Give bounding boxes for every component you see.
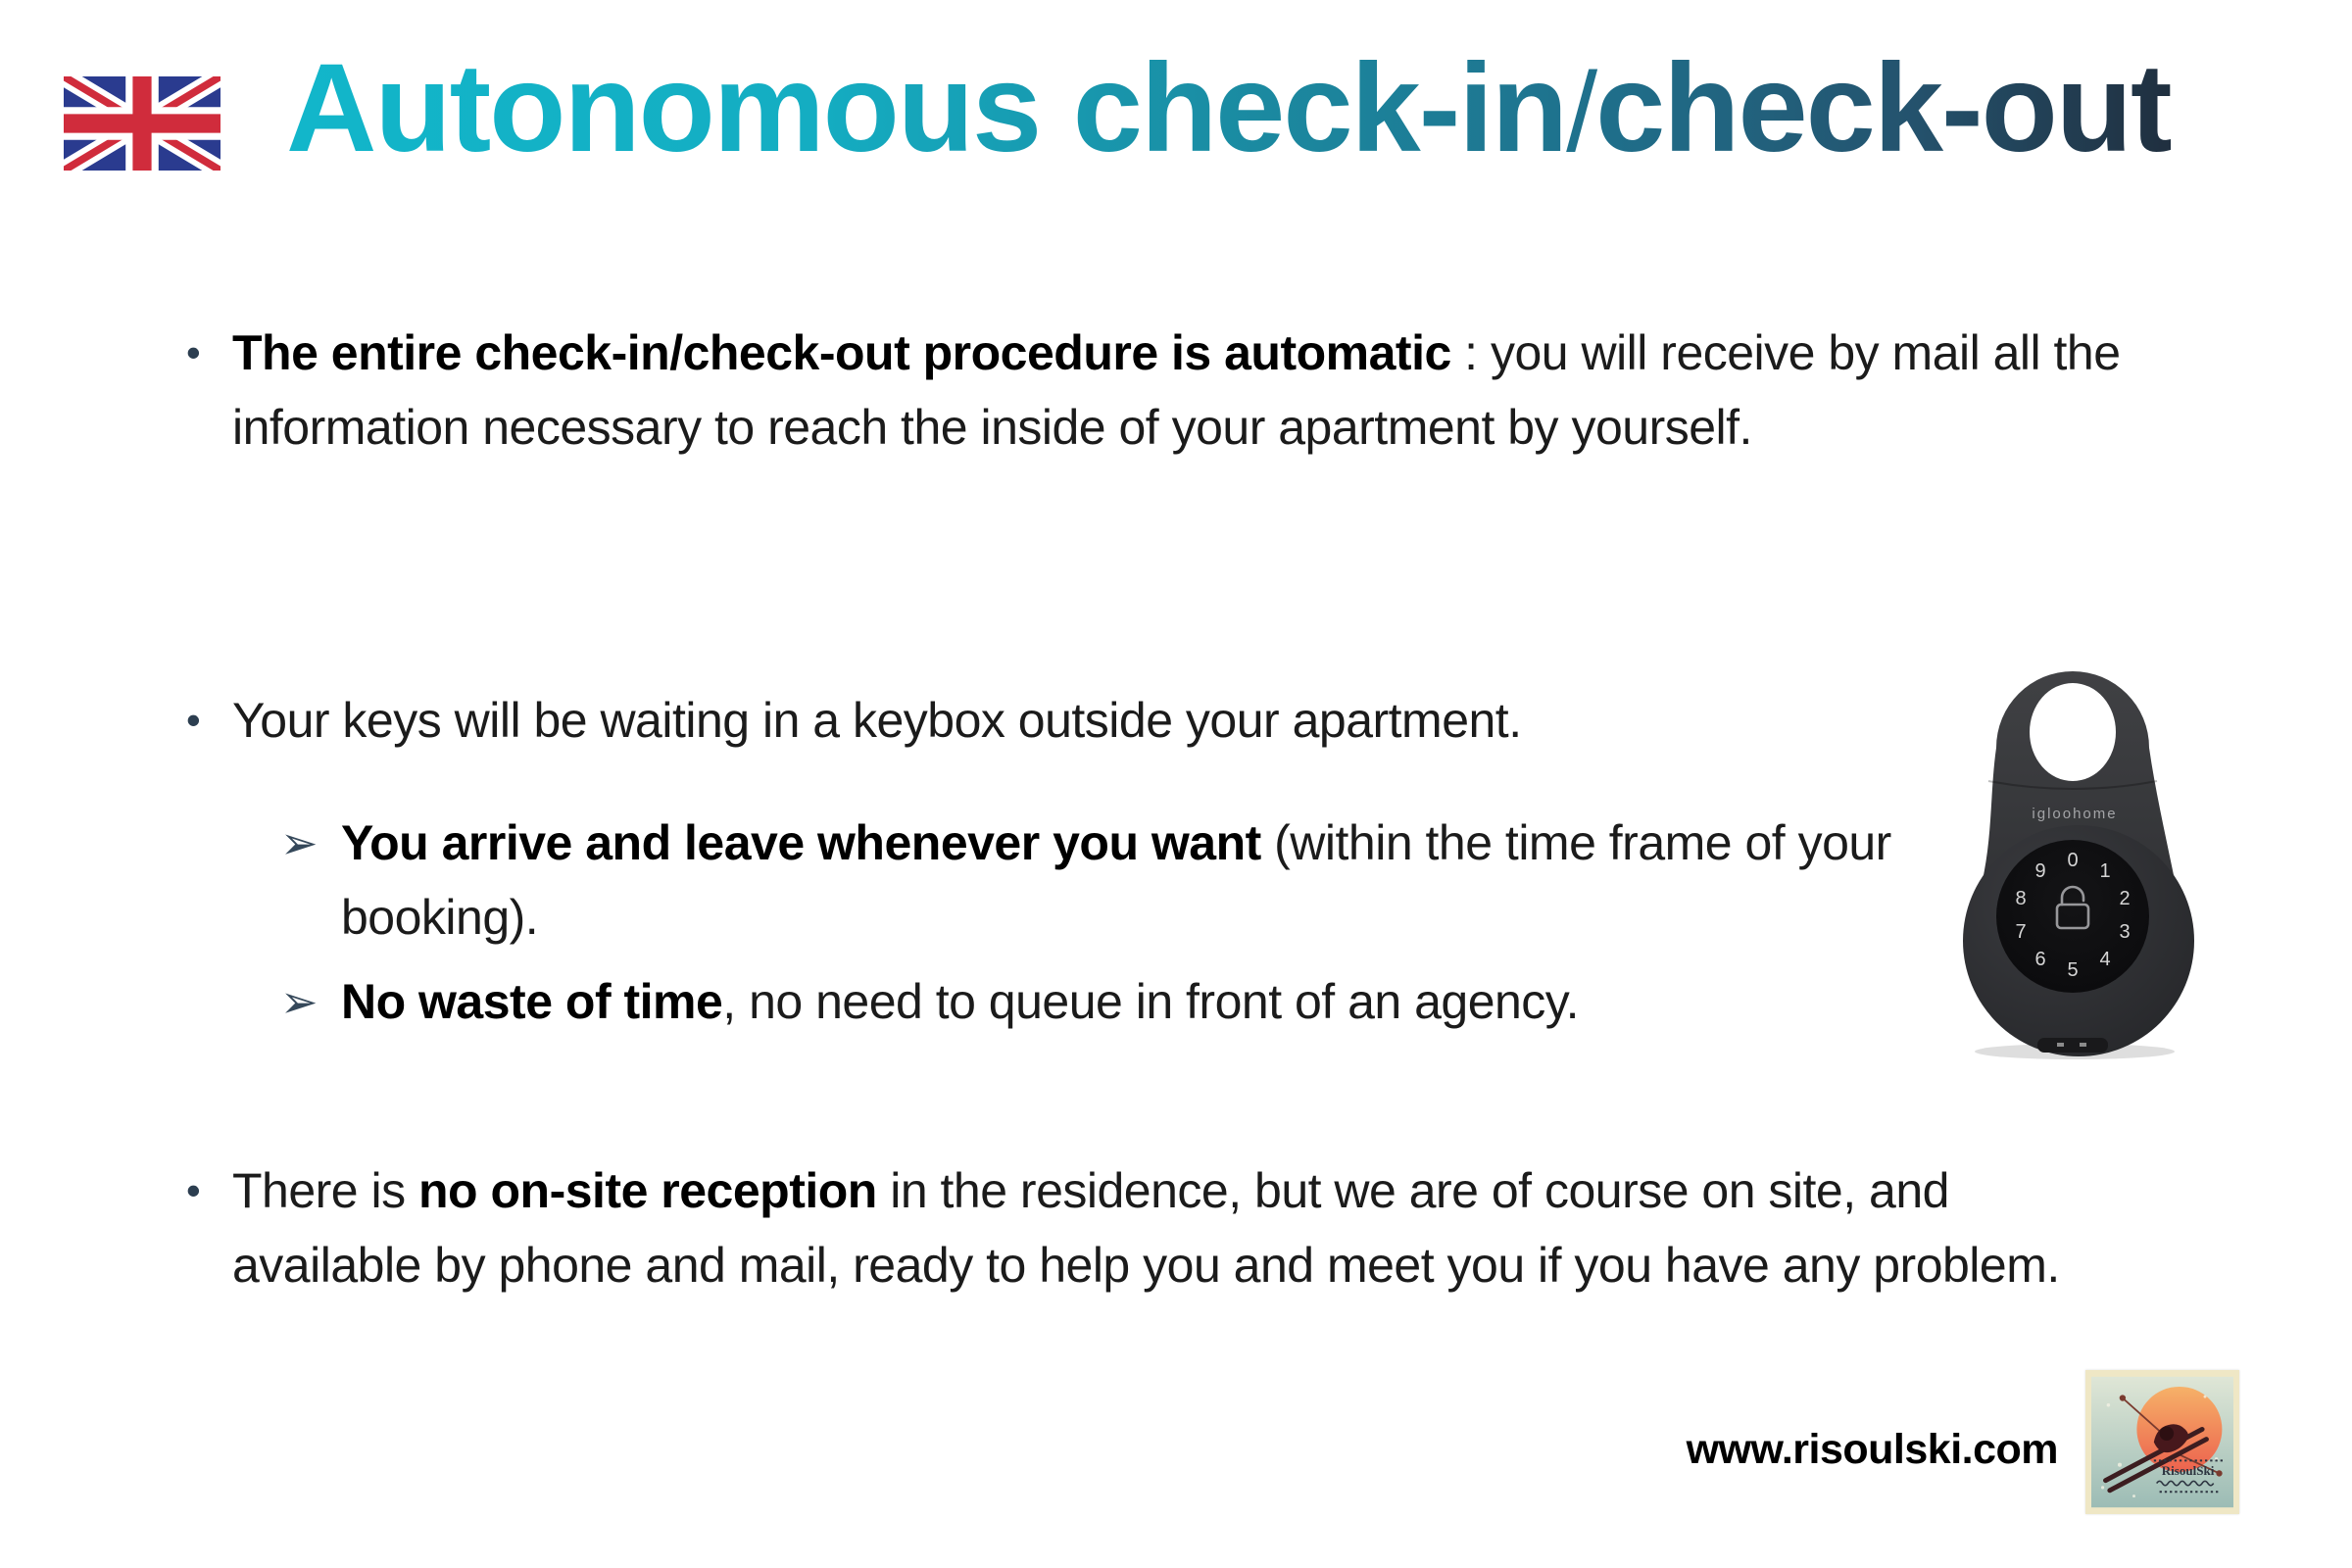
keypad-digit-2: 2 — [2119, 888, 2131, 909]
arrow-bullet-icon: ➢ — [280, 817, 318, 868]
bullet-text — [232, 1153, 2146, 1302]
logo-wordmark: RisoulSki — [2161, 1462, 2215, 1478]
sub-bullet-text — [341, 964, 1579, 1039]
bullet-keybox — [186, 683, 2146, 758]
sub-bullet-no-waste — [280, 964, 1946, 1039]
keybox-port — [2037, 1038, 2108, 1053]
website-link[interactable]: www.risoulski.com — [1686, 1426, 2058, 1473]
bullet3-rest: in the residence, but we are of course on site, and available by phone and mail, ready to help you and meet you if you have any problem. — [232, 1163, 2060, 1293]
title-slash: / — [1566, 50, 1596, 175]
risoulski-logo-art — [2091, 1376, 2233, 1508]
sub-bullet-arrive-leave — [280, 806, 1946, 955]
logo-skier-pack — [2160, 1427, 2175, 1442]
bullet-dot-icon: • — [186, 697, 201, 743]
bullet3-pre: There is — [232, 1163, 419, 1218]
keybox-image — [1963, 650, 2198, 1059]
keypad-digit-7: 7 — [2015, 921, 2027, 943]
uk-flag-svg — [64, 76, 220, 171]
bullet-dot-icon: • — [186, 1167, 201, 1213]
risoulski-logo — [2085, 1370, 2239, 1514]
bullet-text — [232, 683, 1522, 758]
keypad-digit-8: 8 — [2015, 888, 2027, 909]
bullet2-text: Your keys will be waiting in a keybox outside your apartment. — [232, 693, 1522, 748]
keypad-digit-3: 3 — [2119, 921, 2131, 943]
keypad-digit-5: 5 — [2067, 959, 2079, 981]
sub1-rest: (within the time frame of your booking). — [341, 815, 1891, 945]
arrow-bullet-icon: ➢ — [280, 976, 318, 1027]
sub-bullet-text — [341, 806, 1946, 955]
bullet1-rest: : you will receive by mail all the information necessary to reach the inside of your apartment by yourself. — [232, 325, 2121, 455]
keybox-brand-label: igloohome — [2032, 806, 2118, 822]
keypad-digit-4: 4 — [2099, 949, 2111, 970]
bullet3-bold: no on-site reception — [418, 1163, 877, 1218]
keypad-digit-1: 1 — [2099, 860, 2111, 882]
keypad-digit-9: 9 — [2034, 860, 2046, 882]
keybox-port-dot — [2057, 1043, 2064, 1047]
uk-flag-icon — [64, 76, 220, 171]
keybox-port-dot — [2080, 1043, 2086, 1047]
bullet-no-reception — [186, 1153, 2146, 1302]
keypad-digit-0: 0 — [2067, 850, 2079, 871]
keybox-shackle-hole — [2030, 683, 2116, 781]
title-part-checkout: check-out — [1595, 38, 2171, 178]
sub1-bold: You arrive and leave whenever you want — [341, 815, 1261, 870]
title-part-checkin: Autonomous check-in — [286, 38, 1567, 178]
keybox-illustration — [1963, 650, 2198, 1059]
sub2-bold: No waste of time — [341, 974, 723, 1029]
bullet-dot-icon: • — [186, 329, 201, 375]
bullet1-bold: The entire check-in/check-out procedure is automatic — [232, 325, 1451, 380]
sub2-rest: , no need to queue in front of an agency. — [722, 974, 1579, 1029]
bullet-text — [232, 316, 2146, 465]
bullet-automatic-procedure — [186, 316, 2146, 465]
page-title — [286, 35, 2171, 186]
keypad-digit-6: 6 — [2034, 949, 2046, 970]
